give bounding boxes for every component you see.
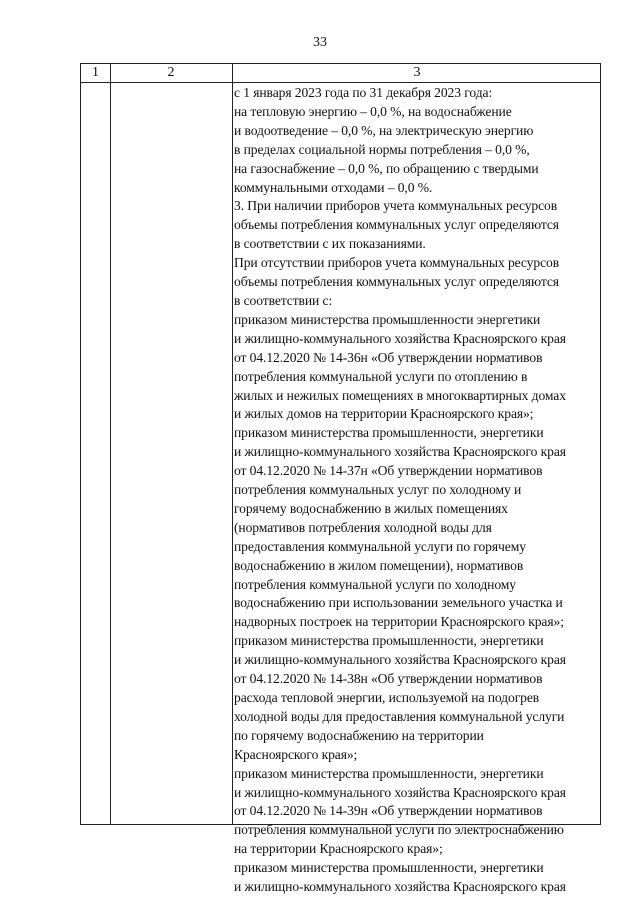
text-line: в соответствии с их показаниями.	[234, 236, 426, 252]
text-line: приказом министерства промышленности, энергетики	[234, 860, 544, 876]
document-table	[80, 63, 601, 895]
text-line: При отсутствии приборов учета коммунальных ресурсов	[234, 255, 560, 271]
text-line: предоставления коммунальной услуги по горячему	[234, 538, 526, 554]
text-line: в соответствии с:	[234, 292, 333, 308]
page-number: 33	[313, 35, 327, 50]
text-line: потребления коммунальной услуги по электроснабжению	[234, 822, 564, 838]
text-line: с 1 января 2023 года по 31 декабря 2023 года:	[234, 85, 493, 100]
column-divider-2	[232, 64, 233, 824]
text-line: и жилищно-коммунального хозяйства Красноярского края	[234, 784, 566, 800]
text-line: Красноярского края»;	[234, 746, 358, 762]
text-line: от 04.12.2020 № 14-36н «Об утверждении нормативов	[234, 349, 543, 365]
text-line: приказом министерства промышленности, энергетики	[234, 765, 544, 781]
text-line: и жилищно-коммунального хозяйства Красноярского края	[234, 652, 566, 668]
text-line: и жилищно-коммунального хозяйства Красноярского края	[234, 444, 566, 460]
text-line: объемы потребления коммунальных услуг определяются	[234, 274, 559, 290]
column-3-content	[234, 84, 604, 897]
text-line: и жилых домов на территории Красноярского края»;	[234, 406, 534, 422]
text-line: на территории Красноярского края»;	[234, 841, 443, 857]
text-line: от 04.12.2020 № 14-39н «Об утверждении нормативов	[234, 803, 543, 819]
text-line: горячему водоснабжению в жилых помещениях	[234, 500, 508, 516]
text-line: приказом министерства промышленности, энергетики	[234, 425, 544, 441]
text-line: 3. При наличии приборов учета коммунальных ресурсов	[234, 198, 558, 214]
text-line: на тепловую энергию – 0,0 %, на водоснабжение	[234, 103, 512, 119]
column-header-1: 1	[92, 65, 99, 80]
text-line: водоснабжению при использовании земельного участка и	[234, 595, 563, 611]
text-line: (нормативов потребления холодной воды для	[234, 519, 492, 535]
text-line: холодной воды для предоставления коммунальной услуги	[234, 708, 565, 724]
text-line: жилых и нежилых помещениях в многоквартирных домах	[234, 387, 566, 403]
text-line: надворных построек на территории Красноярского края»;	[234, 614, 564, 630]
text-line: и жилищно-коммунального хозяйства Красноярского края	[234, 879, 566, 895]
text-line: потребления коммунальных услуг по холодному и	[234, 482, 522, 498]
text-line: потребления коммунальной услуги по холодному	[234, 576, 516, 592]
text-line: в пределах социальной нормы потребления – 0,0 %,	[234, 141, 530, 157]
text-line: потребления коммунальной услуги по отоплению в	[234, 368, 528, 384]
text-line: и водоотведение – 0,0 %, на электрическую энергию	[234, 122, 534, 138]
text-line: приказом министерства промышленности, энергетики	[234, 633, 544, 649]
text-line: объемы потребления коммунальных услуг определяются	[234, 217, 559, 233]
text-line: на газоснабжение – 0,0 %, по обращению с твердыми	[234, 160, 539, 176]
text-line: расхода тепловой энергии, используемой на подогрев	[234, 690, 540, 705]
column-header-2: 2	[167, 65, 175, 80]
text-line: водоснабжению в жилом помещении), нормативов	[234, 557, 524, 573]
text-line: коммунальными отходами – 0,0 %.	[234, 179, 433, 195]
text-line: по горячему водоснабжению на территории	[234, 727, 484, 743]
text-line: от 04.12.2020 № 14-37н «Об утверждении нормативов	[234, 463, 543, 479]
text-line: от 04.12.2020 № 14-38н «Об утверждении нормативов	[234, 671, 543, 687]
text-line: и жилищно-коммунального хозяйства Красноярского края	[234, 330, 566, 346]
column-divider-1	[110, 64, 111, 824]
text-line: приказом министерства промышленности энергетики	[234, 311, 541, 327]
header-divider	[81, 82, 600, 83]
column-header-3: 3	[413, 65, 421, 80]
